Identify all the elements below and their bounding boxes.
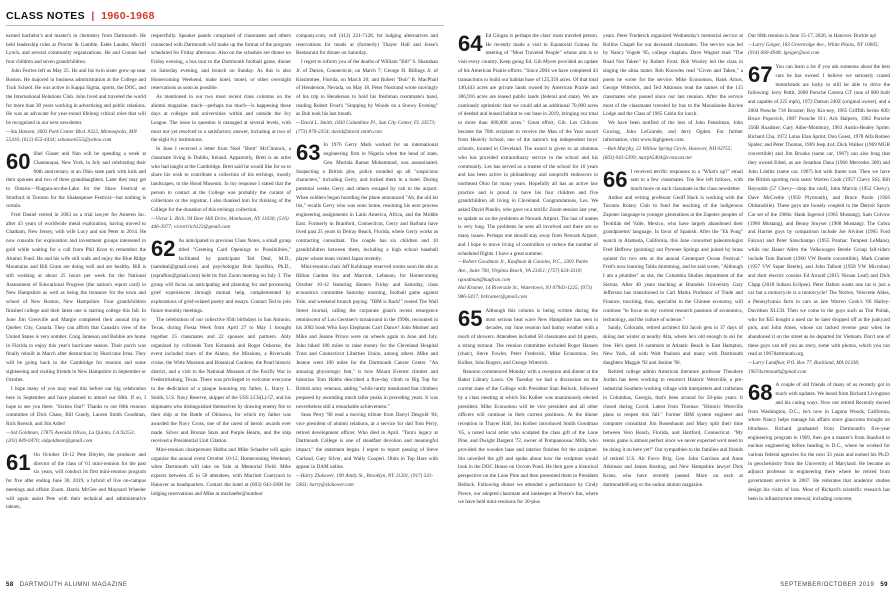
note-66-a: I received terrific responses to a "What's up?" email sent to a few classmates. Too few left follows, with much more on each classmate in the class newsletter. bbox=[630, 168, 743, 192]
note-60-c: I hope many of you may read this before our big celebration here in September and have planned to attend our 60th. If so, I hope to see you there. "Sixties Out!" Thanks to our 60th reunion committee of Dick Chase, Bill Gundy, Lauren Smith Goodman, Rick Roesch, and Jim Adler! bbox=[6, 386, 146, 427]
class-year-65: 65 bbox=[458, 305, 483, 331]
class-year-67: 67 bbox=[748, 62, 773, 88]
note-64-a: Ed Glogan is perhaps the class' most traveled person. He recently made a visit to Equatorial Guinea for meeting of "Most Traveled People" whose aim is to visit every country. Keep going Ed. Gib Myers provided an update of his American Prairie efforts. "Since 2004 we have completed 43 transactions to build our habitat base of 125,359 acres. Of that total 140,443 acres are private lands owned by American Prairie and 386,916 acres are leased public lands (federal and state). We are cautiously optimistic that we could add an additional 70,000 acres of deeded and leased habitat to our base in 2019, bringing our total to more than 600,000 acres." Great effort, Gib. Les Chilcote became the 70th recipient to receive the Man of the Year award from Heavily School, one of the nation's top independent boys' schools, located in Cleveland. The award is given to an alumnus who has provided extraordinary service to the school and his community. Les has served as a trustee of the school for 16 years and has been active in philanthropy and nonprofit endeavors in northeast Ohio for many years. Hopefully all has an active law practice and is proud to have his four children and five grandchildren all living in Cleveland. Congratulations, Les. We asked David Pinello, who gave us a terrific Zoom session last year, to update us on the problems at Newark Airport. The last of names is very long. The problems he sees all involved and there are so many issues. Perhaps one should stay away from Newark Airport, and I hope to move living of controllers or reduce the number of scheduled flights. I have a great summer. bbox=[458, 33, 598, 257]
class-note-1963 bbox=[296, 141, 438, 489]
class-note-1968 bbox=[748, 381, 890, 503]
col6-signature: —Larry Geiger, 183 Greenridge Ave., White Plains, NY 10605; (914) 660-4948; lgeiger@aol.com bbox=[748, 41, 880, 57]
note-63-b: Mini-reunion chair Jeff Kohlmage reserved rooms soon the site at Hilton Garden Inn and Marriott, Lebanon, for Homecoming October 10-12 featuring dinners Friday and Saturday, class economics committee Saturday morning, football game against Yale, and weekend brunch paying. "IBM is Back!" rooted The Wall Street Journal, calling the corporate giant's recent resurgence reminiscent of Lou Gerstner's turnaround in the 1990s, recounted in his 2002 book Who Says Elephants Can't Dance? John Motiner and Mike and Jeanne Prince were on wheels again in June and July. John biked 100 miles to raise money for the Cleveland Hospital Trust and Connecticut Liberties Union, among others. Mike and Jeanne went 100 miles for the Dartmouth Cancer Center. "An amazing physiologic feat," is how Mount Everest climber and historian Tom Hobbs described a five-day climb to Big Top for British army veterans, adding "while rarely mentioned that climbers prepared by ascending much taller peaks in preceding years. It was nevertheless still a remarkable achievement." bbox=[296, 264, 438, 410]
note-62-c: Mini-reunion chairpersons Hobbs and Mike Schaefer will again organize the annual event October 10-12, Homecoming Weekend, when Dartmouth will take on Yale at Memorial Field. Mike expects between 45 to 50 attendees, with Marriott Courtyard in Hanover as headquarters. Contact the hotel at (603) 643-5600 for lodging reservations and Mike at mschaefer@outdoor bbox=[151, 447, 291, 497]
note-65-b: Reunion commenced Monday with a reception and dinner at the Baker Library Lawn. On Tuesday we had a discussion on the current state of the College with President Sian Beilock, followed by a class meeting at which Stu Kolber was unanimously elected president. Mike Economou will be vice president and all other officers will continue in their current positions. At the dinner reception in Thayer Hall, Stu Kolber introduced Smith Goodman '65, a noted local artist who sculpted the class gift of the Lone Pine, and Dwight Dargent '72, owner of Pompanoosuc Mills, who provided the wooden base and interior finishes for the sculpture. Stu unveiled the gift and spoke about how the sculpture would look in the DOC House on Occom Pond. He then gave a historical perspective on the Lone Pine and then presented them to President Beilock. Following dinner we attended a performance by Cindy Pierce, our adopted classmate and innkeeper at Pierce's Inn, where we have held mini-reunions for 30-plus bbox=[458, 368, 598, 506]
col1-signature: —Stu Hansen, 3003 Park Center Blvd. #322, Minneapolis, MN 55416; (612) 655-4434; sshansen555@yahoo.com bbox=[6, 128, 137, 144]
left-page-number: 58 bbox=[6, 582, 14, 588]
col5-p2: We have been notified of the loss of John Fenstiman, John Gowing, John LeGrande, and Jerry Ogden. For further information, visit www.highgreen.com. bbox=[603, 120, 743, 144]
col1-intro: earned bachelor's and master's in chemistry from Dartmouth. He held leadership roles at Procter & Gamble, Estée Lauder, Merrill Lynch, and several community organizations. He and Connie had four children and seven grandchildren. bbox=[6, 33, 146, 66]
col3-p2: I regret to inform you of the deaths of William "Bill" S. Shanahan Jr. of Darien, Connecticut, on March 7; George H. Billings Jr. of Kissimmee, Florida, on March 20; and Robert "Bob" B. MacPhail of Henderson, Nevada, on May 18. Peter Nostrand wrote movingly of his trip to Henderson to hold his freshman roommate's hand, reading Robert Frost's "Stopping by Woods on a Snowy Evening" as Bob took his last breath. bbox=[296, 59, 438, 118]
note-67-signature: —Larry Landfear, P.O. Box 77, Buckland, MA 01338; 1967dartmouth@gmail.com bbox=[748, 360, 860, 375]
col2-p1: respectfully. Speaker panels comprised of classmates and others connected with Dartmouth will make up the format of the program scheduled for Friday afternoon. Also on the schedule are dinner on Friday evening, a bus tour to the Dartmouth football game, dinner on Saturday evening, and brunch on Sunday. As this is also Homecoming Weekend, make hotel, motel, or other overnight reservations as soon as possible. bbox=[151, 33, 291, 92]
class-note-1962 bbox=[151, 237, 291, 498]
right-issue-date: SEPTEMBER/OCTOBER 2019 bbox=[780, 582, 875, 588]
note-63-c: Sean Perry '90 read a moving tribute from Darryl Desgold '84, vice president of alumni relations, at a service for dad Tom Perry, retired development officer. Who died in April. "Tom's legacy at Dartmouth College is one of steadfast devotion and meaningful impact," the statement began. I regret to report passing of Steve Garland, Gary Silver, and Wally Cooperi. Obits in Top Hare with appear in DAM online. bbox=[296, 412, 438, 471]
column-2 bbox=[151, 32, 291, 574]
col1-paragraph: John Ferries left us May 25. He and his twin sister grew up near Boston. He majored in business administration at the College and Tuck School. He was active in Kappa Sigma, sports, the DOC, and the International Relations Club. John lived and traveled the world for more than 30 years working in advertising and public relations. He was an advocate for year-round lifelong critical roles that will be recognized in our next newsletter. bbox=[6, 67, 146, 127]
col3-p1: company.com, cell (413) 221-7128, for lodging alternatives and reservations for meals at (formerly) Thayer Hall and Jesse's Restaurant for dinner on Saturday. bbox=[296, 33, 438, 57]
section-header bbox=[6, 10, 155, 22]
column-6 bbox=[748, 32, 890, 574]
column-1 bbox=[6, 32, 146, 574]
col2-signature: —Victor L. Rich, 94 Deer Hill Drive, Manhasset, NY 11030; (516) 446-3977; victorlrich123@gmail.com bbox=[151, 215, 289, 231]
note-65-a: Although this column is being written during the most serious heat wave New Hampshire has seen in decades, our June reunion had balmy weather with a touch of showers. Attendees included 50 classmates and 44 guests, a strong turnout. The reunion committee included Roger Hansen (chair), Steve Fowler, Peter Frederick, Mike Economou, Stu Kolber, John Rogers, and George Witterick. bbox=[458, 307, 598, 367]
class-year-60: 60 bbox=[6, 149, 31, 175]
note-62-a: As anticipated in previous Class Notes, a small group titled "Greeting Card Openings to Possibilities," facilitated by participant Ted Deal, M.D., (samdeal@gmail.com) and psychologist Bob Sprafkin, Ph.D., (rsprafkin@gmail.com) held its first Zoom meeting on July 3. The group will focus on anticipating and planning for and processing grief experiences through mutual help, complemented by explorations of grief-related poetry and essays. Contact Ted to join future monthly meetings. bbox=[151, 238, 291, 314]
class-note-1961 bbox=[6, 451, 146, 512]
col3-signature: —David L. Smith, 1830 Columbine Pl., Sun City Center, FL 33573; (773) 870-2354; david@david smith.com bbox=[296, 120, 436, 135]
class-note-1967 bbox=[748, 63, 890, 376]
section-title: CLASS NOTES bbox=[6, 10, 86, 22]
column-3 bbox=[296, 32, 438, 574]
note-64-signature-b: Hal Kramer, 14 Riverside St., Watertown, NJ 07943-1225; (973) 986-5417; hrkramer@gmail.com bbox=[458, 285, 592, 301]
class-note-1960 bbox=[6, 150, 146, 446]
class-note-1966 bbox=[603, 168, 743, 490]
note-60-signature: —Sid Goldman, 17875 Avenida Olivos, La Quinta, CA 92253; (203) 849-0470; sidgoldman@gmail.com bbox=[6, 429, 136, 445]
header-rule bbox=[6, 25, 444, 26]
note-66-d: Retired college admin American literature professor Theodore Jordan has been working to resurrect Historic Westville, a pre-industrial Southern working village with interpreters and craftsmen in Columbus, Georgia, that's been around for 50-plus years. It closed during Covid. Latest from Thomas: "Historic Westville plans to reopen this fall." Former IBM system engineer and computer consultant Jim Rosenbaum and Mary split their time between Vero Beach, Florida, and Hartford, Connecticut. "My tennis game is almost perfect since we never expected we'd need to be doing it on here yet!" Our sympathies to the families and friends of retired U.S. Air Force Brig. Gen. John Garrison and Anne Atkinson and James Keating, and New Hampshire lawyer Dick Kraus, who have recently passed. More on each at dartmouth66.org or the online alumni magazine. bbox=[603, 368, 743, 488]
note-66-c: Sandy, Colorado, retired architect Ed Jacob gets in 37 days of skiing last winter at nearby Alta, where he's old enough to ski for free. He's spent 16 summers at Atlantic Beach in East Hampton, New York, all with Walt Paulson and many with Dartmouth daughters Maggie '92 and Justine '96. bbox=[603, 325, 743, 367]
class-year-63: 63 bbox=[296, 140, 321, 166]
column-4 bbox=[458, 32, 598, 574]
class-year-64: 64 bbox=[458, 32, 483, 56]
class-year-68: 68 bbox=[748, 380, 773, 406]
note-64-signature-a: —Robert Goodman Jr., Kaufman & Canoles, P.C., 2301 Parke Ave., Suite 700, Virginia Beach, VA 23451; (757) 624-3318; rgoodman@kaufcan.com bbox=[458, 259, 588, 283]
note-63-signature: —Harry Zlokower, 190 Amity St., Brooklyn, NY 11201; (917) 541-5063; harry@zlokower.com bbox=[296, 473, 434, 488]
note-61: On October 10-12 Pete Bleyler, the producer and director of the class of '61 mini-reunion for the past six years, will conduct its first mini-reunion program for five after ending June 30, 2019, a hybrid of live on-campus meetings and offsite Zoom. Harris McGee and Maynard Wheeler will again assist Pete with their technical and administrative talents, bbox=[6, 452, 146, 511]
header-years: 1960-1968 bbox=[101, 10, 155, 22]
class-year-61: 61 bbox=[6, 450, 31, 476]
class-note-1964 bbox=[458, 32, 598, 302]
col2-p3: In June I received a letter from Noel "Brett" McClintock, a classmate living in Dublin, Ireland. Apparently, Brett is an artist who had taught at the Cambridge. Brett said he would like for us to share his wish to contribute a collection of his etchings, mostly landscapes, to the Hood Museum. In my response I stated that the person to contact at the College was probably the curator of collections or the registrar. I also thanked him for thinking of the College for the donation of this etchings collection. bbox=[151, 146, 291, 214]
note-62-b: The celebration of our collective 85th birthdays in San Antonio, Texas, during Fiesta Week from April 27 to May 1 brought together 25 classmates and 22 spouses and partners. Ably organized by cofriends Tom Komarek and Roger Osborne, the event included tours of the Alamo, the Missions, a Riverwalk cruise, the Witte Museum and Botanical Gardens, the Pearl historic district, and a visit to the National Museum of the Pacific War in Fredericksburg, Texas. There was privileged to welcome everyone to the dedication of a plaque honoring my father, L. Harry L. Smith, U.S. Navy Reserve, skipper of the USS LCS(L)-57, and his shipmates who distinguished themselves by drawing enemy fire to their ship at the Battle of Okinawa, for which my father was awarded the Navy Cross, one of the rarest of heroic awards ever made. Silver and Bronze Stars and Purple Hearts, and the ship received a Presidential Unit Citation. bbox=[151, 316, 291, 445]
left-magazine-title: DARTMOUTH ALUMNI MAGAZINE bbox=[19, 582, 128, 588]
column-5 bbox=[603, 32, 743, 574]
header-separator: | bbox=[91, 10, 95, 22]
note-60-a: Shel Glaser and Nan will be spending a week at Chautauqua, New York, in July and celebrating their 60th anniversary at an Ohio state park with kids and their spouses and two of three granddaughters. Later they may get to Ontario—Niagara-on-the-Lake for the Shaw Festival or Stratford in Toronto for the Shakespeare Festival—but nothing is certain. bbox=[6, 151, 146, 210]
note-66-b: Author and writing professor Geoff Hack is working with the Toronto Rotary Club to fund the teaching of the indigenous Zapotec language to younger generations at the Zapotec peoples of Teotitlán del Valle, Mexico, who have largely abandoned their grandparents' language. In favor of Spanish. After the "Ek Pong" search in Alameda, California, this June concerted paleontologist Fred Heffrow (pointing) out Pyrenee Springs and joined by brass quintet for two sets at the annual Centerport Ocean Festival." Fred's now learning Tabla drumming, and he said wrote, "Although I am a plumber" as she, the Columbia Studies department of the Sierras. After 40 years teaching at Brandeis University Gary Jefferson has transitioned to Carl Marks Professor of Trade and Finance, touching, thus, specialist in the Chinese economy, will continue "to focus on my current research passions of economics, technology, and the culture of science." bbox=[603, 194, 743, 323]
note-60-b: Fred Daniel retired in 2003 as a trial lawyer for Ameren Inc. after 43 years of worldwide metal exploration, having moved to Chatham, New Jersey, with wife Lucy and son Peter in 2014. He now consults for exploration and investment groups interested in gold while waiting for a call from Phil Kron to remember the Alumni Fund. He and his wife still walk and enjoy the Blue Ridge Mountains and Bill Grant are doing well and are healthy. Bill is still working at about 25 hours per week for the National Assessment of Educational Progress (the nation's report card) in New Hampshire as well as being the treasurer for the town and school of New Boston, New Hampshire. Four grandchildren finished college and their latest one is starting college this fall. In June Jim Grenville and Margie completed their annual trip to Quebec City, Canada. They can affirm that Canada's view of the United States is very somber. Craig Jameson and Bobbie are home in Florida to enjoy this year's hurricane season. Their porch was finally rebuilt in March after destruction by Hurricane Irma. They will be going back to the Cambridge for reunion and some sightseeing and visiting friends in New Hampshire in September or October. bbox=[6, 212, 146, 384]
right-page-number: 59 bbox=[880, 582, 888, 588]
footer-right bbox=[780, 582, 888, 588]
col6-p1: Our 60th reunion is June 15-17, 2026, in Hanover. Buckle up! bbox=[748, 33, 877, 39]
col5-p1: years. Peter Frederick organized Wednesday's memorial service at Rollins Chapel for our deceased classmates. The service was led by Nancy Vogele '85, college chaplain. Dave Wagner read "The Road Not Taken" by Robert Frost. Bob Wooley led the class in singing the alma mater. Bob Knowles read "Given and Taken," a poem he wrote for the service. Mike Economou, Hank Amos, George Witterick, and Ted Atkinson read the names of the 115 classmates who passed since our last reunion. After the service most of the classmates traveled by bus to the Moosilauke Ravine Lodge and the Class of 1965 Cabin for lunch. bbox=[603, 33, 743, 118]
note-68: A couple of old friends of many of us recently got in touch with updates. We heard from Richard Livingston and his caring ways. Now our retired Recently moved from Washington, D.C., he's now in Laguna Woods, California, where Nancy helps manage his affairs since glaucoma brought on blindness. Richard graduated from Dartmouth's five-year engineering program in 1969, then got a master's from Stanford in nuclear engineering before heading to D.C., where he worked for various federal agencies for the next 33 years and earned his Ph.D. in geochemistry from the University of Maryland. He became an adjunct professor in engineering there where he retired from government service in 2007. He reiterates that academic studies design his visits of loss. Most of Richard's scientific research has been in infrastructure renewal, including concrete, bbox=[748, 382, 890, 502]
footer-left bbox=[6, 582, 127, 588]
col2-p2: As mentioned in our two most recent class columns on the alumni magazine, much—perhaps too much—is happening these days at colleges and universities within and outside the Ivy League. The issue in question is managed at several levels, with most not yet resolved to a satisfactory answer, including at two of the eight Ivy institutions. bbox=[151, 93, 291, 144]
class-note-1965 bbox=[458, 307, 598, 507]
class-year-66: 66 bbox=[603, 166, 628, 192]
col5-signature: —Bob Murphy, 22 Willow Spring Circle, Hanover, NH 03755; (603) 643-5399; murph5404@comcast.net bbox=[603, 146, 733, 161]
note-63-a: In 1976 Gerry Mark worked for an international engineering firm in Nigeria when the head of state, Gen. Murtala Ramat Muhammad, was assassinated. Suspecting a British plot, police rounded up all "suspicious characters," including Gerry, and locked them in a hotel. During potential weeks Gerry and others escaped by cab to the airport. When soldiers began boarding the plane announced "Ah, the old kit list," recalls Gerry who was soon home, resuming his next process engineering assignments in Latin America, Africa, and the Middle East. Formerly in Branford, Connecticut, Gerry and Barbara have lived past 25 years in Delray Beach, Florida, where Gerry works as contracting consultant. The couple has six children and 10 grandchildren between them, including a high school baseball player whose team visited Japan recently. bbox=[296, 142, 438, 262]
class-year-62: 62 bbox=[151, 236, 176, 262]
note-67-a: You can learn a lot if you ask someone about the best cars he has owned. I believe we seriously crazed motorheads are lucky to still be able to drive the following: Jerry Pettit, 2008 Porsche Carrera GT (one of 800 built and capable of 225 mph), 1972 Datsun 240Z (original owner), and a 2004 Porsche 718 Boxster; Roy Kin-ney, 1965 Griffith Series 600; Bruce Popovich, 1987 Porsche 911; Ack Halpern, 1962 Porsche 356B Roadster; Gary Adler-Mombury, 1963 Austin-Healey Sprite; Richard Cha, 1972 Lotus Elan Sprint; Don Guest, 1978 Alfa Romeo Spider; and Peter Thomas, 1969 Jeep 4x4. Dick Walker (1969 MGB convertible) and Jim Brooks (same car, 1967) can also brag that they owned Edsel, as are Jonathan Dana (1966 Mercedes 300) and John Loblitz (same car, 1967) but with frame rust. Then we have the British sporting twin seats: Warren Cook (1957 Chevy SS), Bill Reynolds (57 Chevy—drop the roof), John Marvin (1952 Chevy), Dave McCredie (1950 Plymouth), and Bruce Pardo (1956 Oldsmobile). These guys are loosely coupled to the Detroit Sports Car set of the 1960s: Hank Ingersol (1965 Mustang), Sam Colvow (1966 Mustang), and Benny Smyser (1968 Mustang). The Cobra and Harriet guys by comparison include Joe Alvinet (1965 Ford Falcon) and Peter Sinschampo (1955 Pontiac Tempest LeMans), while our Bauer Allen the Volkswagen Beetle Group fall-riders include Tom Barnett (1960 VW Beetle convertible), Mark Cramer (1957 VW Super Beetle), and John Talbott (1958 VW Microbus) and their electric cousins Ed Arnold (2015 Nissan Leaf) and Dick Clapp (2018 Subaru Eclipse). Peter Dalton wants one car is just a car but a motorcycle is a motorcycle! The Norton, Velocette Ahles, a Pennsylvania farm in cars as late Warren Cook's '66 Harley-Davidson XLCH. Then we come to the guys such as Tim Pollak, who for $35 bought a used car he later dropped off at the junkyard pick, and John Ames, whose car lacked reverse gear when he abandoned it on the street as he departed for Vietnam. Don't one of these guys can tell you an story, some with photos, which you can read at 1967dartmouth.org. bbox=[748, 64, 890, 358]
